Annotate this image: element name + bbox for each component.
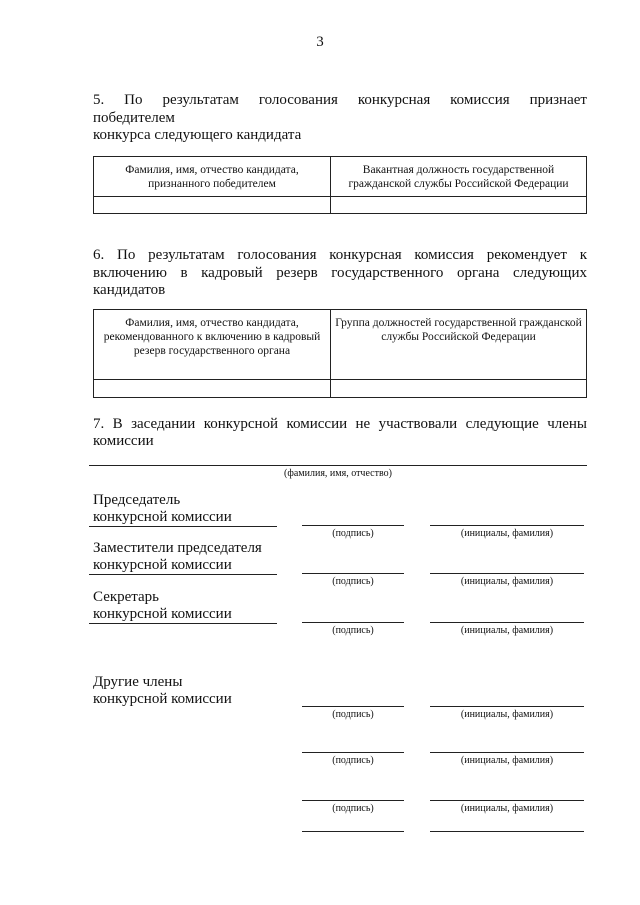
section5-line2: победителем xyxy=(93,110,175,126)
secretary-initials-line[interactable] xyxy=(430,622,584,623)
deputy-label-line2 xyxy=(89,556,277,575)
reserve-table-header-name: Фамилия, имя, отчество кандидата, рекомендованного к включению в кадровый резерв государственного органа xyxy=(94,310,331,380)
section7-line1: 7. В заседании конкурсной комиссии не участвовали следующие члены xyxy=(93,416,587,432)
member1-signature-line[interactable] xyxy=(302,706,404,707)
secretary-signature-line[interactable] xyxy=(302,622,404,623)
secretary-label-line1: Секретарь xyxy=(93,589,160,605)
winner-table-cell-position[interactable] xyxy=(331,197,587,214)
winner-table-cell-name[interactable] xyxy=(94,197,331,214)
chairman-label-text: конкурсной комиссии xyxy=(89,508,277,527)
absent-members-line[interactable] xyxy=(89,465,587,466)
secretary-label-text: конкурсной комиссии xyxy=(89,605,277,624)
chairman-label-line2 xyxy=(89,508,277,527)
deputy-label-line1: Заместители председателя xyxy=(93,540,262,556)
member3-initials-caption: (инициалы, фамилия) xyxy=(460,803,554,814)
member2-signature-line[interactable] xyxy=(302,752,404,753)
reserve-table xyxy=(93,309,587,398)
section5-word: По xyxy=(124,92,143,108)
chairman-signature-line[interactable] xyxy=(302,525,404,526)
deputy-label-text: конкурсной комиссии xyxy=(89,556,277,575)
page-number: 3 xyxy=(316,34,324,50)
section6-line2: включению в кадровый резерв государственного органа следующих xyxy=(93,265,587,281)
secretary-label-line2 xyxy=(89,605,277,624)
member2-signature-caption: (подпись) xyxy=(332,755,374,766)
section5-word: результатам xyxy=(162,92,239,108)
member3-initials-line[interactable] xyxy=(430,800,584,801)
winner-table-header-position: Вакантная должность государственной гражданской службы Российской Федерации xyxy=(331,157,587,197)
deputy-initials-caption: (инициалы, фамилия) xyxy=(460,576,554,587)
deputy-signature-caption: (подпись) xyxy=(332,576,374,587)
section7-line2: комиссии xyxy=(93,433,154,449)
chairman-initials-line[interactable] xyxy=(430,525,584,526)
others-label-line1: Другие члены xyxy=(93,674,183,690)
member1-signature-caption: (подпись) xyxy=(332,709,374,720)
member3-signature-caption: (подпись) xyxy=(332,803,374,814)
member2-initials-caption: (инициалы, фамилия) xyxy=(460,755,554,766)
fio-caption: (фамилия, имя, отчество) xyxy=(284,468,392,479)
section5-word: 5. xyxy=(93,92,105,108)
section5-line3: конкурса следующего кандидата xyxy=(93,127,302,143)
winner-table xyxy=(93,156,587,214)
secretary-signature-caption: (подпись) xyxy=(332,625,374,636)
section6-line3: кандидатов xyxy=(93,282,166,298)
section5-word: конкурсная xyxy=(357,92,431,108)
chairman-initials-caption: (инициалы, фамилия) xyxy=(460,528,554,539)
section5-word: признает xyxy=(529,92,587,108)
section5-word: голосования xyxy=(258,92,338,108)
member4-initials-line[interactable] xyxy=(430,831,584,832)
member3-signature-line[interactable] xyxy=(302,800,404,801)
others-label-line2: конкурсной комиссии xyxy=(93,691,232,707)
member2-initials-line[interactable] xyxy=(430,752,584,753)
chairman-label-line1: Председатель xyxy=(93,492,181,508)
member1-initials-caption: (инициалы, фамилия) xyxy=(460,709,554,720)
member1-initials-line[interactable] xyxy=(430,706,584,707)
chairman-signature-caption: (подпись) xyxy=(332,528,374,539)
secretary-initials-caption: (инициалы, фамилия) xyxy=(460,625,554,636)
reserve-table-cell-group[interactable] xyxy=(331,380,587,398)
section6-line1: 6. По результатам голосования конкурсная комиссия рекомендует к xyxy=(93,247,587,263)
winner-table-header-name: Фамилия, имя, отчество кандидата, признанного победителем xyxy=(94,157,331,197)
reserve-table-header-group: Группа должностей государственной гражданской службы Российской Федерации xyxy=(331,310,587,380)
member4-signature-line[interactable] xyxy=(302,831,404,832)
section5-word: комиссия xyxy=(450,92,510,108)
deputy-signature-line[interactable] xyxy=(302,573,404,574)
reserve-table-cell-name[interactable] xyxy=(94,380,331,398)
deputy-initials-line[interactable] xyxy=(430,573,584,574)
section5-line1 xyxy=(93,91,587,109)
